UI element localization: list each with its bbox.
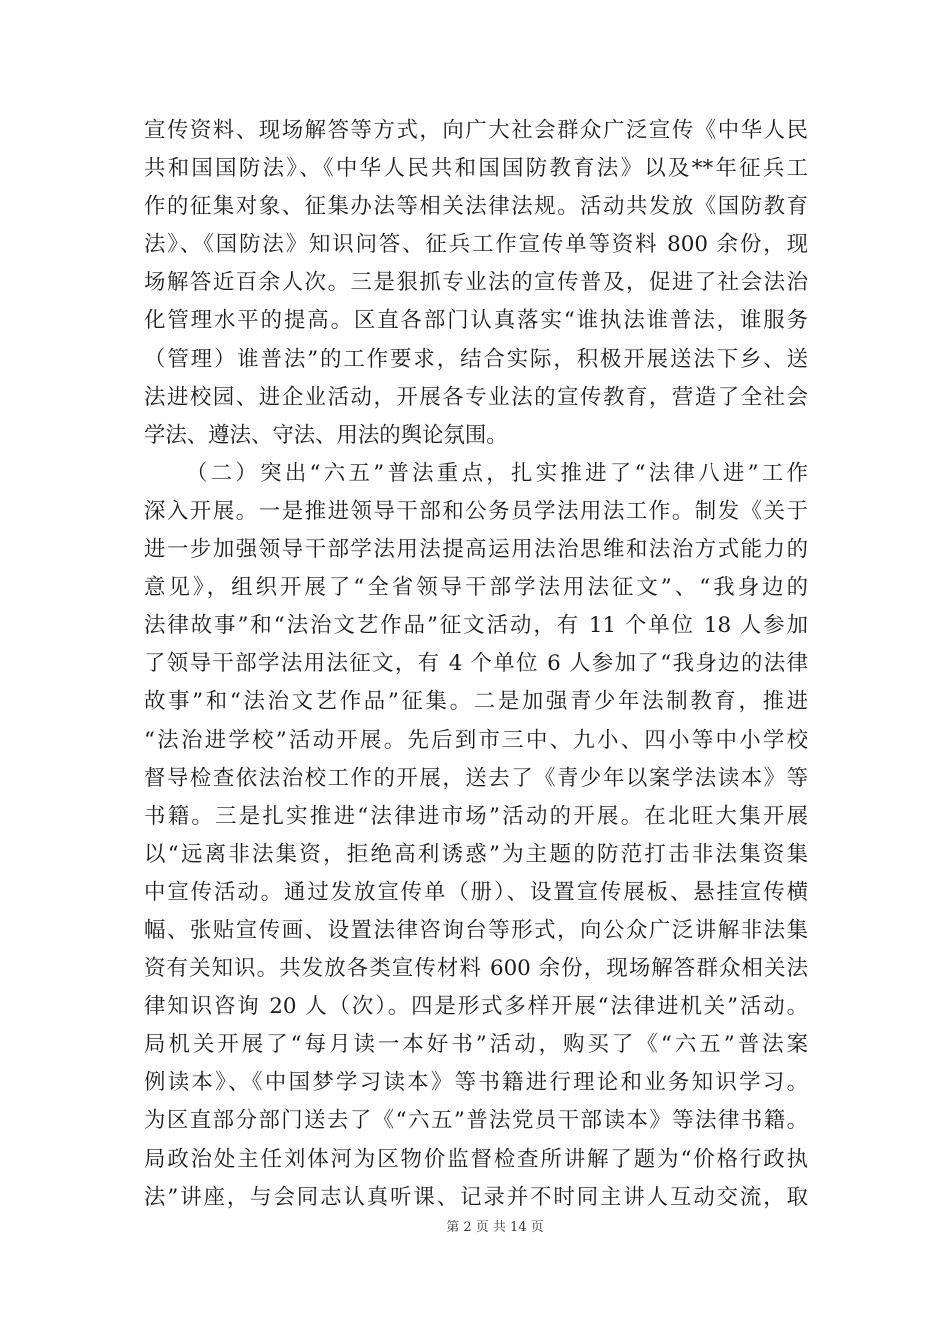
text-line: 法》、《国防法》知识问答、征兵工作宣传单等资料 800 余份，现 — [144, 232, 808, 258]
text-line: 学法、遵法、守法、用法的舆论氛围。 — [144, 422, 508, 448]
text-line: 例读本》、《中国梦学习读本》等书籍进行理论和业务知识学习。 — [144, 1070, 808, 1096]
text-line: 宣传资料、现场解答等方式，向广大社会群众广泛宣传《中华人民 — [144, 118, 808, 143]
text-line: 进一步加强领导干部学法用法提高运用法治思维和法治方式能力的 — [144, 537, 808, 563]
text-line: （管理）谁普法”的工作要求，结合实际，积极开展送法下乡、送 — [144, 346, 808, 372]
text-line: 深入开展。一是推进领导干部和公务员学法用法工作。制发《关于 — [144, 498, 808, 524]
text-line: 律知识咨询 20 人（次）。四是形式多样开展“法律进机关”活动。 — [144, 994, 808, 1020]
text-line: 法律故事”和“法治文艺作品”征文活动，有 11 个单位 18 人参加 — [144, 613, 808, 639]
text-line: 故事”和“法治文艺作品”征集。二是加强青少年法制教育，推进 — [144, 689, 808, 715]
text-line: 法”讲座，与会同志认真听课、记录并不时同主讲人互动交流，取 — [144, 1184, 808, 1210]
text-line: 书籍。三是扎实推进“法律进市场”活动的开展。在北旺大集开展 — [144, 803, 808, 829]
text-line: 局机关开展了“每月读一本好书”活动，购买了《“六五”普法案 — [144, 1032, 808, 1058]
body-text — [144, 112, 808, 1217]
text-line: 化管理水平的提高。区直各部门认真落实“谁执法谁普法，谁服务 — [144, 308, 808, 334]
text-line: （二）突出“六五”普法重点，扎实推进了“法律八进”工作 — [186, 460, 808, 486]
text-line: 作的征集对象、征集办法等相关法律法规。活动共发放《国防教育 — [144, 194, 808, 220]
text-line: 为区直部分部门送去了《“六五”普法党员干部读本》等法律书籍。 — [144, 1108, 808, 1134]
text-line: 以“远离非法集资，拒绝高利诱惑”为主题的防范打击非法集资集 — [144, 841, 808, 867]
page-number-footer: 第 2 页 共 14 页 — [446, 1220, 544, 1235]
text-line: 意见》，组织开展了“全省领导干部学法用法征文”、“我身边的 — [144, 575, 808, 601]
text-line: 了领导干部学法用法征文，有 4 个单位 6 人参加了“我身边的法律 — [144, 651, 808, 677]
text-line: 共和国国防法》、《中华人民共和国国防教育法》以及**年征兵工 — [144, 156, 808, 182]
text-line: 场解答近百余人次。三是狠抓专业法的宣传普及，促进了社会法治 — [144, 270, 808, 296]
text-line: 中宣传活动。通过发放宣传单（册）、设置宣传展板、悬挂宣传横 — [144, 879, 808, 905]
text-line: 资有关知识。共发放各类宣传材料 600 余份，现场解答群众相关法 — [144, 956, 808, 982]
text-line: 局政治处主任刘体河为区物价监督检查所讲解了题为“价格行政执 — [144, 1146, 808, 1172]
text-line: 幅、张贴宣传画、设置法律咨询台等形式，向公众广泛讲解非法集 — [144, 917, 808, 943]
text-line: 督导检查依法治校工作的开展，送去了《青少年以案学法读本》等 — [144, 765, 808, 791]
text-line: “法治进学校”活动开展。先后到市三中、九小、四小等中小学校 — [144, 727, 808, 753]
text-line: 法进校园、进企业活动，开展各专业法的宣传教育，营造了全社会 — [144, 384, 808, 410]
